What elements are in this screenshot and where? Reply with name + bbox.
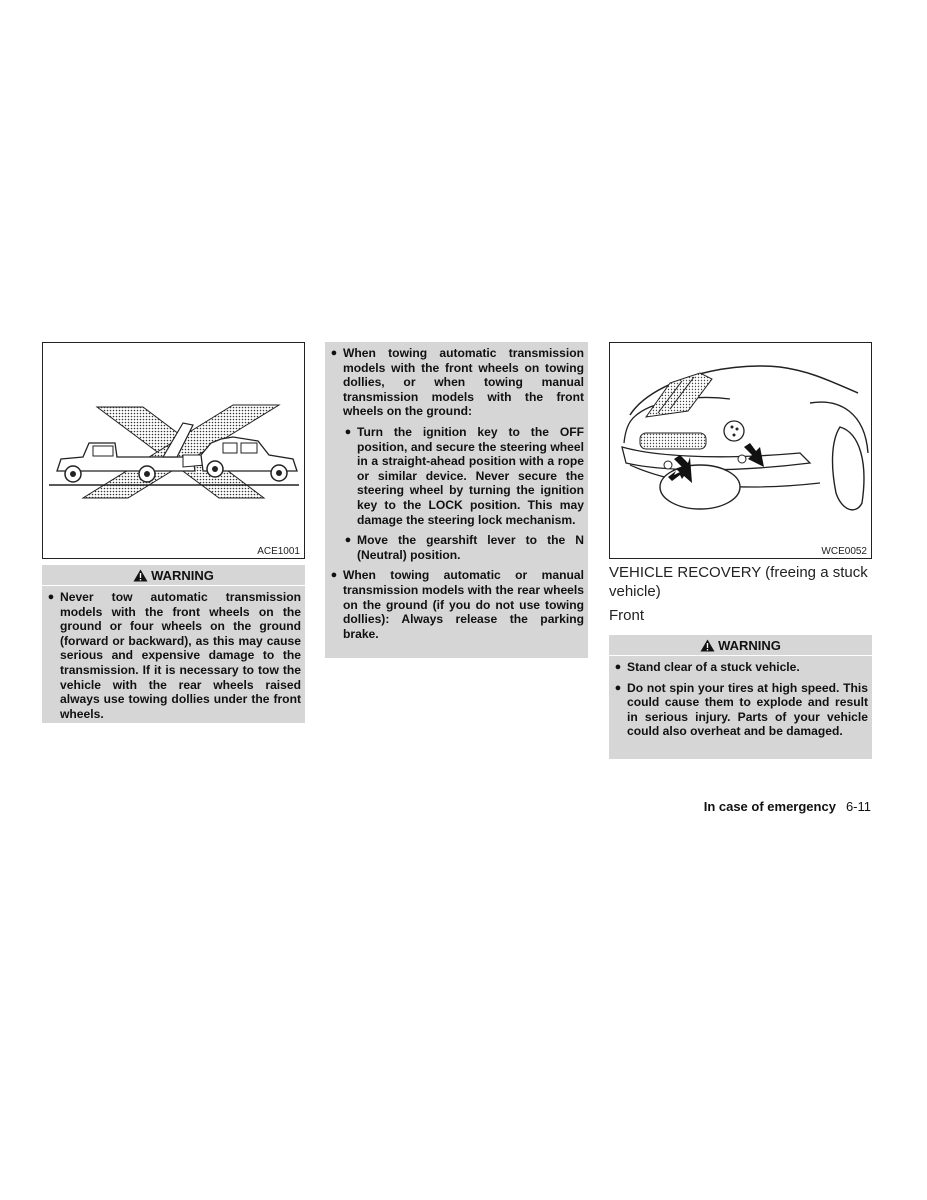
section-subheading: Front <box>609 607 645 624</box>
bullet-icon: ● <box>344 425 352 438</box>
towing-prohibited-illustration <box>42 342 305 559</box>
crossed-out-tow-truck-image <box>43 343 304 558</box>
warning-header <box>42 565 305 586</box>
warning-header <box>609 635 872 656</box>
page-footer <box>704 799 871 814</box>
list-item: ● When towing automatic or manual transmission models with the rear wheels on the ground (if you do not use towing dollies): Always release the parking brake. <box>325 568 584 641</box>
list-item: ● Never tow automatic transmission models with the front wheels on the ground or four wheels on the ground (forward or backward), as this may cause serious and expensive damage to the transmission. If it is necessary to tow the vehicle with the rear wheels raised always use towing dollies under the front wheels. <box>42 590 301 721</box>
list-item: ● Do not spin your tires at high speed. This could cause them to explode and result in serious injury. Parts of your vehicle could also overheat and be damaged. <box>609 681 868 739</box>
warning-triangle-icon <box>700 639 715 652</box>
bullet-icon: ● <box>614 661 622 673</box>
page-number: 6-11 <box>845 799 871 814</box>
sub-list-item: ● Move the gearshift lever to the N (Neutral) position. <box>339 533 584 562</box>
warning-box-recovery <box>609 635 872 759</box>
front-bumper-hook-image <box>610 343 871 558</box>
figure-code: WCE0052 <box>821 546 867 557</box>
bullet-icon: ● <box>47 591 55 603</box>
bullet-icon: ● <box>614 681 622 694</box>
warning-title: WARNING <box>151 567 214 583</box>
list-item: ● Stand clear of a stuck vehicle. <box>609 660 868 675</box>
bullet-icon: ● <box>344 534 352 547</box>
section-heading: VEHICLE RECOVERY (freeing a stuck vehicle) <box>609 564 868 600</box>
list-item: ● When towing automatic transmission models with the front wheels on towing dollies, or when towing manual transmission models with the front wheels on the ground: <box>325 346 584 419</box>
figure-code: ACE1001 <box>257 546 300 557</box>
section-name: In case of emergency <box>703 799 836 814</box>
bullet-icon: ● <box>330 569 338 582</box>
towing-instructions-box <box>325 342 588 658</box>
warning-title: WARNING <box>718 637 781 653</box>
bullet-icon: ● <box>330 347 338 359</box>
recovery-hook-illustration <box>609 342 872 559</box>
warning-triangle-icon <box>133 569 148 582</box>
sub-list-item: ● Turn the ignition key to the OFF position, and secure the steering wheel in a straight-ahead position with a rope or similar device. Never secure the steering wheel by turning the ignition key to the LOCK position. This may damage the steering lock mechanism. <box>339 425 584 527</box>
warning-box-towing <box>42 565 305 723</box>
